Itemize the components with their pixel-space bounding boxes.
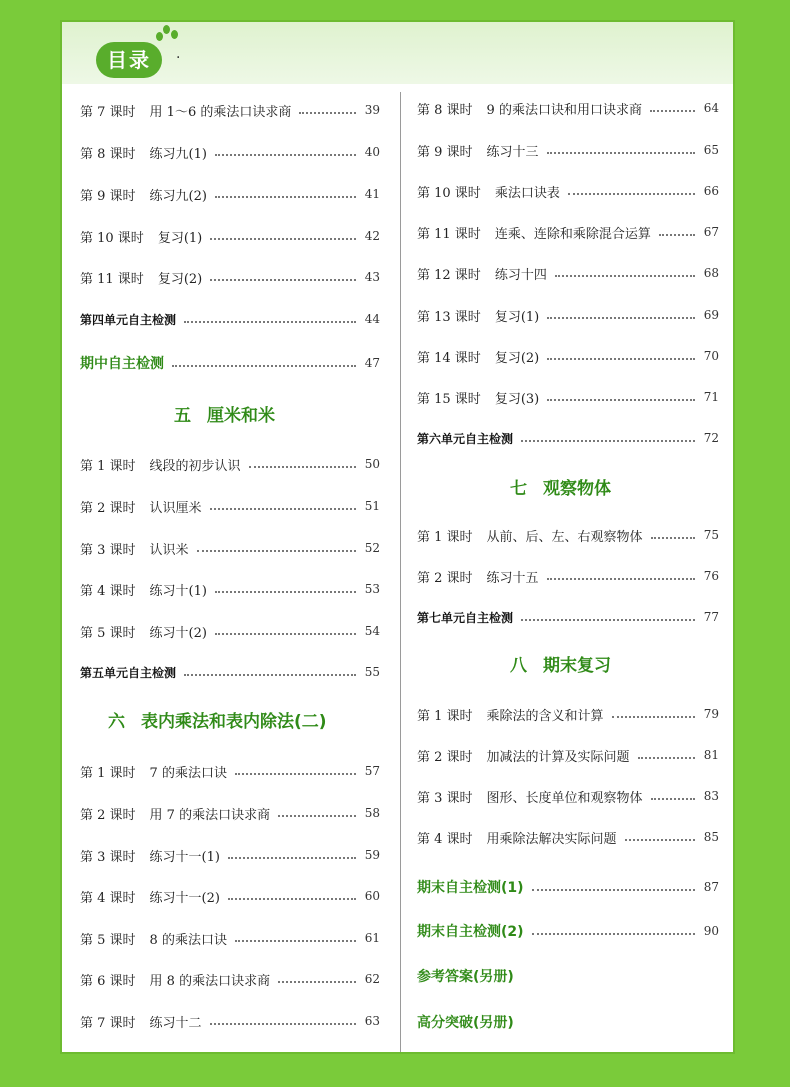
dot-leader xyxy=(215,591,356,593)
lesson-number: 第 4 课时 xyxy=(80,583,136,599)
lesson-title: 练习十四 xyxy=(494,267,547,283)
lesson-number: 第 3 课时 xyxy=(80,849,136,865)
lesson-number: 第 1 课时 xyxy=(80,458,136,474)
lesson-title: 8 的乘法口诀 xyxy=(149,932,227,948)
lesson-number: 第 10 课时 xyxy=(417,185,481,201)
lesson-number: 第 11 课时 xyxy=(80,271,144,287)
unit-number: 六 xyxy=(108,712,125,732)
toc-entry[interactable] xyxy=(80,1009,380,1033)
lesson-number: 第 6 课时 xyxy=(80,973,136,989)
page-number: 51 xyxy=(364,499,380,513)
lesson-number: 第 5 课时 xyxy=(80,932,136,948)
page-number: 75 xyxy=(703,528,719,542)
toc-entry[interactable] xyxy=(417,96,719,120)
final-test-1-entry[interactable] xyxy=(417,875,719,899)
lesson-number: 第 11 课时 xyxy=(417,226,481,242)
page-number: 55 xyxy=(364,665,380,679)
page-number: 47 xyxy=(364,356,380,370)
lesson-title: 复习(1) xyxy=(157,230,203,246)
dot-leader xyxy=(547,358,695,360)
toc-entry[interactable] xyxy=(417,784,719,808)
test-title: 第六单元自主检测 xyxy=(417,431,514,446)
toc-entry[interactable] xyxy=(80,494,380,518)
dot-leader xyxy=(184,321,356,323)
page-number: 71 xyxy=(703,390,719,404)
dot-leader xyxy=(625,839,695,841)
lesson-number: 第 8 课时 xyxy=(80,146,136,162)
lesson-title: 从前、后、左、右观察物体 xyxy=(486,529,643,545)
toc-entry[interactable] xyxy=(417,303,719,327)
dot-leader xyxy=(210,238,356,240)
lesson-title: 用 8 的乘法口诀求商 xyxy=(149,973,271,989)
dot-leader xyxy=(278,981,356,983)
dot-leader xyxy=(210,508,356,510)
lesson-title: 用 7 的乘法口诀求商 xyxy=(149,807,271,823)
page-number: 41 xyxy=(364,187,380,201)
answers-title: 参考答案(另册) xyxy=(417,969,514,985)
toc-entry[interactable] xyxy=(417,138,719,162)
lesson-number: 第 3 课时 xyxy=(80,542,136,558)
unit5-heading xyxy=(174,402,275,430)
page-number: 44 xyxy=(364,312,380,326)
page-number: 54 xyxy=(364,624,380,638)
lesson-number: 第 14 课时 xyxy=(417,350,481,366)
toc-entry[interactable] xyxy=(80,98,380,122)
lesson-title: 用乘除法解决实际问题 xyxy=(486,831,617,847)
dot-leader xyxy=(650,110,695,112)
page-number: 70 xyxy=(703,349,719,363)
lesson-number: 第 9 课时 xyxy=(417,144,473,160)
dot-leader xyxy=(184,674,356,676)
dot-leader xyxy=(521,619,695,621)
lesson-title: 用 1～6 的乘法口诀求商 xyxy=(149,104,292,120)
lesson-number: 第 9 课时 xyxy=(80,188,136,204)
lesson-number: 第 8 课时 xyxy=(417,102,473,118)
lesson-title: 加减法的计算及实际问题 xyxy=(486,749,630,765)
lesson-number: 第 2 课时 xyxy=(417,570,473,586)
lesson-title: 乘除法的含义和计算 xyxy=(486,708,604,724)
toc-entry[interactable] xyxy=(80,265,380,289)
toc-entry[interactable] xyxy=(417,344,719,368)
lesson-number: 第 1 课时 xyxy=(417,529,473,545)
lesson-title: 练习九(2) xyxy=(149,188,207,204)
dot-leader xyxy=(651,537,695,539)
lesson-number: 第 12 课时 xyxy=(417,267,481,283)
page-number: 57 xyxy=(364,764,380,778)
toc-entry[interactable] xyxy=(417,702,719,726)
toc-entry[interactable] xyxy=(417,743,719,767)
lesson-number: 第 10 课时 xyxy=(80,230,144,246)
toc-title: 目录 xyxy=(96,42,162,78)
unit5-test-entry[interactable] xyxy=(80,660,380,684)
page-number: 83 xyxy=(703,789,719,803)
toc-entry[interactable] xyxy=(417,523,719,547)
unit-number: 七 xyxy=(510,479,527,499)
dot-leader xyxy=(278,815,356,817)
lesson-title: 练习十一(1) xyxy=(149,849,220,865)
breakthrough-entry[interactable] xyxy=(417,1010,719,1034)
toc-entry[interactable] xyxy=(80,224,380,248)
lesson-title: 线段的初步认识 xyxy=(149,458,241,474)
lesson-number: 第 15 课时 xyxy=(417,391,481,407)
paw-icon xyxy=(154,24,180,48)
lesson-number: 第 7 课时 xyxy=(80,104,136,120)
dot-leader xyxy=(521,440,695,442)
page-number: 59 xyxy=(364,848,380,862)
page-number: 52 xyxy=(364,541,380,555)
dot-leader xyxy=(547,317,695,319)
dot-leader xyxy=(197,550,356,552)
dot-leader xyxy=(215,154,356,156)
dot-leader xyxy=(547,578,695,580)
dot-leader xyxy=(547,399,695,401)
dot-leader xyxy=(215,196,356,198)
toc-entry[interactable] xyxy=(80,967,380,991)
lesson-title: 9 的乘法口诀和用口诀求商 xyxy=(486,102,642,118)
header-dot: · xyxy=(176,50,181,66)
page-number: 81 xyxy=(703,748,719,762)
lesson-title: 复习(2) xyxy=(494,350,540,366)
unit6-heading xyxy=(108,708,327,736)
page-number: 66 xyxy=(703,184,719,198)
lesson-title: 乘法口诀表 xyxy=(494,185,560,201)
lesson-number: 第 4 课时 xyxy=(80,890,136,906)
toc-page xyxy=(62,22,733,1052)
toc-entry[interactable] xyxy=(80,140,380,164)
unit-title: 厘米和米 xyxy=(207,406,275,426)
dot-leader xyxy=(210,1023,356,1025)
page-number: 58 xyxy=(364,806,380,820)
unit7-test-entry[interactable] xyxy=(417,605,719,629)
column-divider xyxy=(400,92,401,1052)
test-title: 期末自主检测(2) xyxy=(417,924,524,940)
toc-entry[interactable] xyxy=(80,619,380,643)
lesson-title: 练习九(1) xyxy=(149,146,207,162)
lesson-title: 图形、长度单位和观察物体 xyxy=(486,790,643,806)
midterm-test-entry[interactable] xyxy=(80,351,380,375)
lesson-title: 连乘、连除和乘除混合运算 xyxy=(494,226,651,242)
lesson-title: 认识厘米 xyxy=(149,500,202,516)
final-test-2-entry[interactable] xyxy=(417,919,719,943)
page-number: 60 xyxy=(364,889,380,903)
page-number: 53 xyxy=(364,582,380,596)
toc-entry[interactable] xyxy=(417,825,719,849)
page-number: 72 xyxy=(703,431,719,445)
toc-entry[interactable] xyxy=(80,182,380,206)
toc-entry[interactable] xyxy=(417,261,719,285)
page-number: 68 xyxy=(703,266,719,280)
lesson-number: 第 13 课时 xyxy=(417,309,481,325)
dot-leader xyxy=(638,757,695,759)
lesson-number: 第 1 课时 xyxy=(417,708,473,724)
toc-entry[interactable] xyxy=(80,577,380,601)
toc-entry[interactable] xyxy=(417,220,719,244)
toc-entry[interactable] xyxy=(80,801,380,825)
dot-leader xyxy=(249,466,356,468)
page-number: 67 xyxy=(703,225,719,239)
page-number: 62 xyxy=(364,972,380,986)
page-number: 42 xyxy=(364,229,380,243)
lesson-number: 第 2 课时 xyxy=(80,807,136,823)
dot-leader xyxy=(228,857,356,859)
answers-entry[interactable] xyxy=(417,964,719,988)
page-number: 43 xyxy=(364,270,380,284)
dot-leader xyxy=(547,152,695,154)
dot-leader xyxy=(532,933,695,935)
toc-header xyxy=(62,22,733,84)
lesson-title: 复习(2) xyxy=(157,271,203,287)
dot-leader xyxy=(299,112,356,114)
toc-entry[interactable] xyxy=(80,452,380,476)
test-title: 第五单元自主检测 xyxy=(80,665,177,680)
toc-entry[interactable] xyxy=(80,759,380,783)
page-number: 63 xyxy=(364,1014,380,1028)
dot-leader xyxy=(555,275,695,277)
toc-entry[interactable] xyxy=(80,843,380,867)
page-number: 69 xyxy=(703,308,719,322)
lesson-title: 练习十(2) xyxy=(149,625,207,641)
unit-title: 期末复习 xyxy=(543,656,611,676)
test-title: 第七单元自主检测 xyxy=(417,610,514,625)
lesson-number: 第 7 课时 xyxy=(80,1015,136,1031)
page-number: 61 xyxy=(364,931,380,945)
page-number: 76 xyxy=(703,569,719,583)
breakthrough-title: 高分突破(另册) xyxy=(417,1015,514,1031)
unit-title: 观察物体 xyxy=(543,479,611,499)
unit-number: 八 xyxy=(510,656,527,676)
toc-entry[interactable] xyxy=(417,564,719,588)
dot-leader xyxy=(215,633,356,635)
toc-entry[interactable] xyxy=(80,536,380,560)
lesson-number: 第 1 课时 xyxy=(80,765,136,781)
toc-entry[interactable] xyxy=(417,385,719,409)
page-number: 90 xyxy=(703,924,719,938)
lesson-number: 第 4 课时 xyxy=(417,831,473,847)
lesson-title: 练习十五 xyxy=(486,570,539,586)
page-number: 39 xyxy=(364,103,380,117)
test-title: 期中自主检测 xyxy=(80,356,164,372)
toc-entry[interactable] xyxy=(80,884,380,908)
page-number: 40 xyxy=(364,145,380,159)
lesson-title: 练习十二 xyxy=(149,1015,202,1031)
lesson-title: 7 的乘法口诀 xyxy=(149,765,227,781)
page-number: 85 xyxy=(703,830,719,844)
page-number: 79 xyxy=(703,707,719,721)
unit4-test-entry[interactable] xyxy=(80,307,380,331)
page-number: 87 xyxy=(703,880,719,894)
page-number: 64 xyxy=(703,101,719,115)
unit7-heading xyxy=(510,475,611,503)
dot-leader xyxy=(210,279,356,281)
dot-leader xyxy=(235,940,356,942)
lesson-number: 第 2 课时 xyxy=(417,749,473,765)
lesson-number: 第 3 课时 xyxy=(417,790,473,806)
lesson-title: 认识米 xyxy=(149,542,189,558)
unit8-heading xyxy=(510,652,611,680)
lesson-title: 练习十一(2) xyxy=(149,890,220,906)
unit6-test-entry[interactable] xyxy=(417,426,719,450)
unit-title: 表内乘法和表内除法(二) xyxy=(141,712,327,732)
lesson-number: 第 2 课时 xyxy=(80,500,136,516)
test-title: 第四单元自主检测 xyxy=(80,312,177,327)
dot-leader xyxy=(172,365,356,367)
page-number: 50 xyxy=(364,457,380,471)
unit-number: 五 xyxy=(174,406,191,426)
dot-leader xyxy=(532,889,695,891)
lesson-title: 复习(1) xyxy=(494,309,540,325)
test-title: 期末自主检测(1) xyxy=(417,880,524,896)
lesson-title: 练习十三 xyxy=(486,144,539,160)
lesson-title: 复习(3) xyxy=(494,391,540,407)
dot-leader xyxy=(651,798,695,800)
lesson-number: 第 5 课时 xyxy=(80,625,136,641)
lesson-title: 练习十(1) xyxy=(149,583,207,599)
dot-leader xyxy=(568,193,695,195)
toc-entry[interactable] xyxy=(80,926,380,950)
dot-leader xyxy=(659,234,695,236)
dot-leader xyxy=(228,898,356,900)
dot-leader xyxy=(235,773,356,775)
page-number: 65 xyxy=(703,143,719,157)
toc-entry[interactable] xyxy=(417,179,719,203)
page-number: 77 xyxy=(703,610,719,624)
dot-leader xyxy=(612,716,695,718)
